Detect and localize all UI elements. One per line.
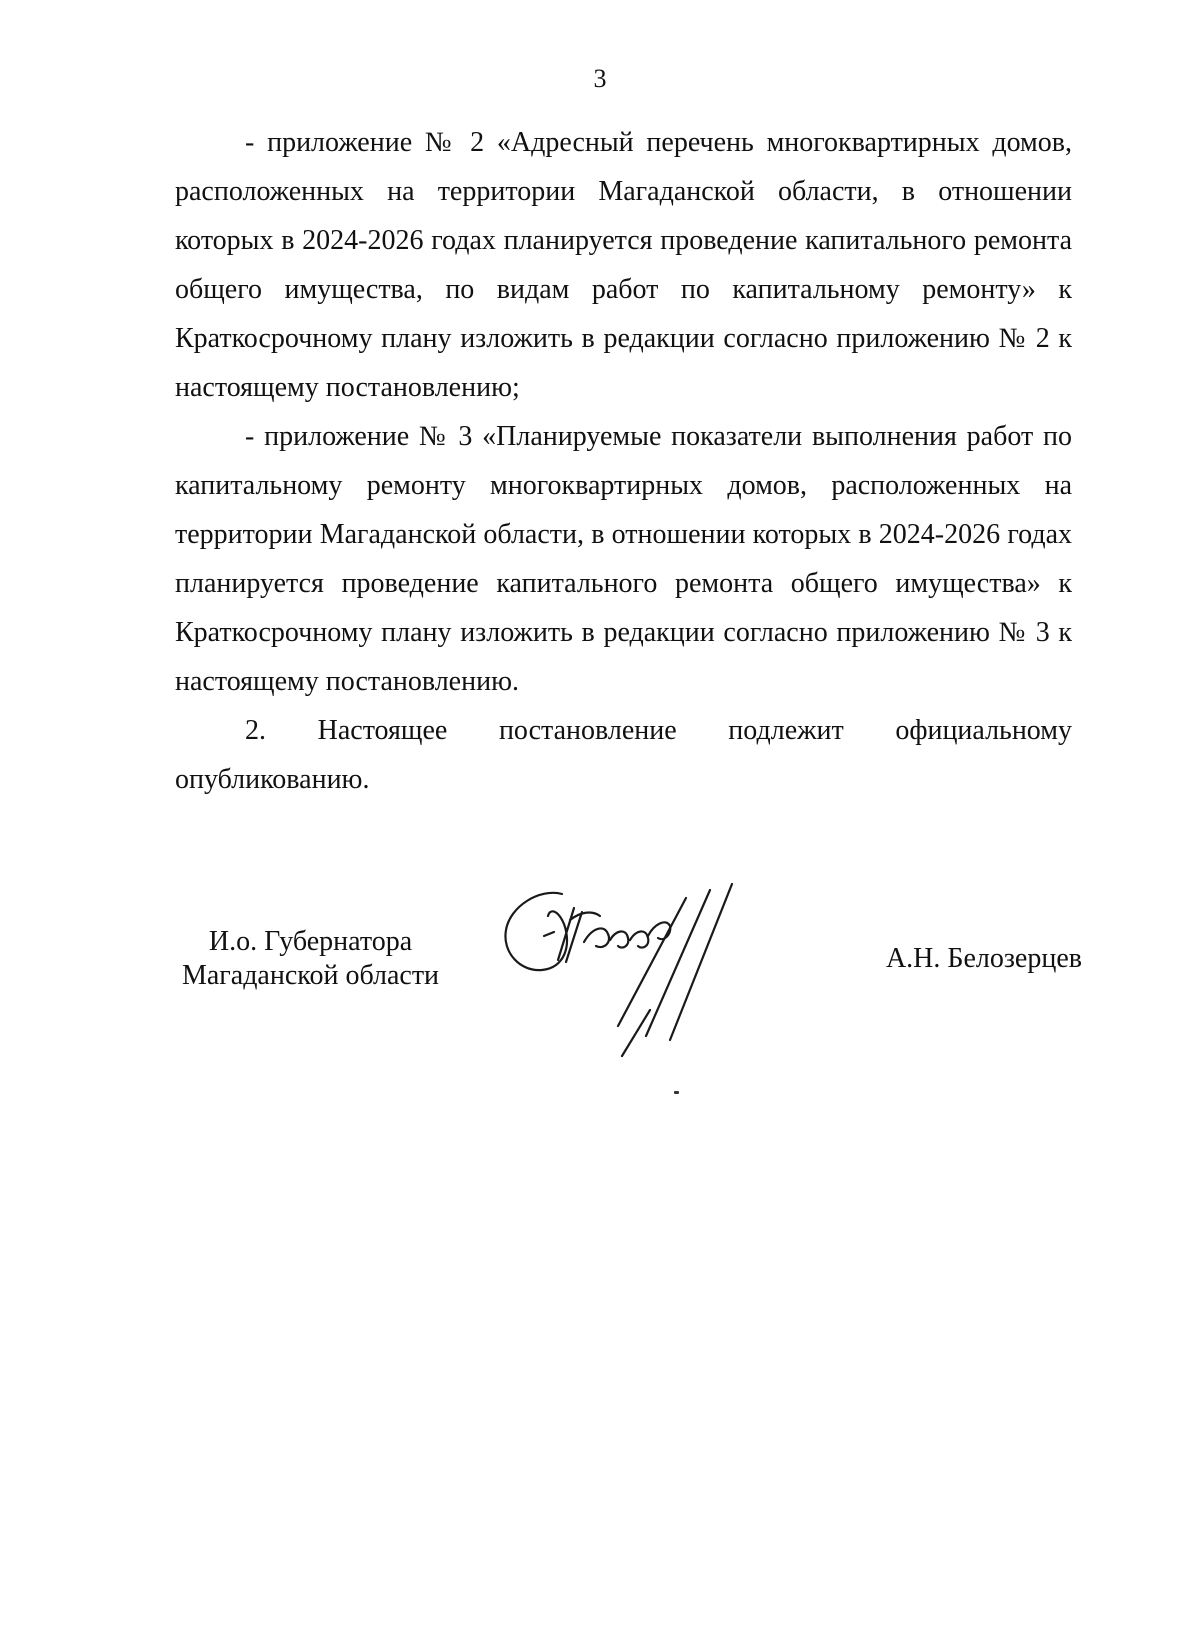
scan-artifact-mark xyxy=(674,1091,679,1094)
paragraph-appendix-3: - приложение № 3 «Планируемые показатели выполнения работ по капитальному ремонту многоквартирных домов, расположенных на территории Магаданской области, в отношении которых в 2024-2026 годах планируется проведение капитального ремонта общего имущества» к Краткосрочному плану изложить в редакции согласно приложению № 3 к настоящему постановлению. xyxy=(175,421,1072,697)
handwritten-signature-icon xyxy=(500,880,780,1070)
document-body xyxy=(175,118,1072,804)
paragraph-appendix-2: - приложение № 2 «Адресный перечень многоквартирных домов, расположенных на территории Магаданской области, в отношении которых в 2024-2026 годах планируется проведение капитального ремонта общего имущества, по видам работ по капитальному ремонту» к Краткосрочному плану изложить в редакции согласно приложению № 2 к настоящему постановлению; xyxy=(175,127,1072,403)
signer-name: А.Н. Белозерцев xyxy=(885,943,1082,974)
page-number: 3 xyxy=(593,64,607,93)
paragraph-publication-continuation: опубликованию. xyxy=(175,764,370,795)
signer-position xyxy=(178,925,443,993)
signer-position-line-1: И.о. Губернатора xyxy=(208,926,413,957)
paragraph-publication: 2. Настоящее постановление подлежит официальному xyxy=(245,715,1072,746)
signer-position-line-2: Магаданской области xyxy=(181,960,440,991)
